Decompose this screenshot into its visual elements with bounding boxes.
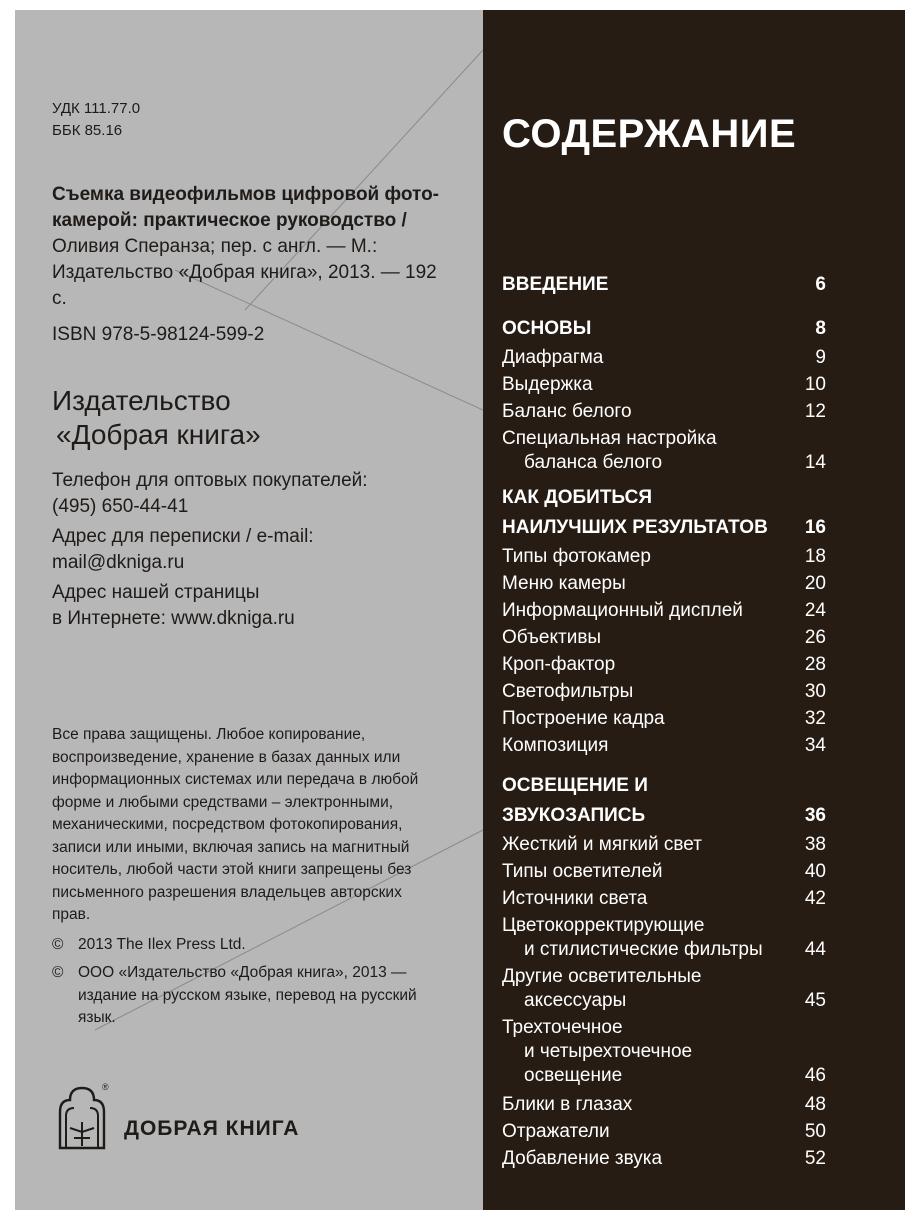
toc-section-title: ВВЕДЕНИЕ [502,274,609,295]
address-label: Адрес для переписки / e-mail: [52,526,314,547]
toc-page-number: 24 [804,600,826,621]
toc-item [502,1016,826,1088]
toc-item-label: Добавление звука [502,1148,663,1169]
bibliographic-record [52,182,452,312]
toc-page-number: 50 [804,1121,826,1142]
logo-text: ДОБРАЯ КНИГА [124,1117,300,1140]
web-label: Адрес нашей страницы [52,582,260,603]
toc-item-label: Баланс белого [502,401,632,422]
book-details: Оливия Сперанза; пер. с англ. — М.: Издательство «Добрая книга», 2013. — 192 с. [52,236,437,309]
phone-label: Телефон для оптовых покупателей: [52,470,368,491]
toc-page-number: 14 [804,452,826,473]
toc-item-label: Меню камеры [502,573,626,594]
toc-item [502,1091,826,1118]
toc-item [502,398,826,425]
toc-item [502,705,826,732]
contents-title: СОДЕРЖАНИЕ [502,112,797,156]
toc-item [502,570,826,597]
rights-notice: Все права защищены. Любое копирование, воспроизведение, хранение в базах данных или информационных системах или передача в любой форме и любыми средствами – электронными, механическими, посредством фотокопирования, записи или иными, включая запись на магнитный носитель, любой части этой книги запрещены без письменного разрешения владельцев авторских прав. [52,726,419,923]
book-tree-icon [52,1082,114,1152]
toc-item-label: Отражатели [502,1121,610,1142]
publisher-name-line: «Добрая книга» [56,419,261,450]
toc-item-label: Специальная настройка [502,428,717,449]
toc-page-number: 30 [804,681,826,702]
phone-number: (495) 650-44-41 [52,496,189,517]
toc-section [502,270,826,300]
udk-code: УДК 111.77.0 [52,100,141,117]
toc-page-number: 26 [804,627,826,648]
toc-item-label-cont: аксессуары [524,990,627,1011]
address-block [52,524,314,576]
toc-page-number: 8 [815,318,826,339]
toc-page-number: 9 [815,347,826,368]
imprint-page [15,10,483,1210]
toc-item [502,732,826,759]
toc-section-title-line: КАК ДОБИТЬСЯ [502,487,652,508]
toc-item-label: Кроп-фактор [502,654,616,675]
toc-item-label: Типы фотокамер [502,546,651,567]
toc-item-label-cont: и четырехточечное освещение [524,1041,693,1086]
toc-page-number: 45 [804,990,826,1011]
email-address: mail@dkniga.ru [52,552,185,573]
publisher-name [52,384,261,452]
toc-item [502,965,826,1013]
toc-item [502,914,826,962]
toc-item [502,651,826,678]
toc-item [502,858,826,885]
toc-section-title: ОСВЕЩЕНИЕ И ЗВУКОЗАПИСЬ [502,775,648,826]
publisher-name-line: Издательство [52,385,231,416]
toc-item-label: Жесткий и мягкий свет [502,834,702,855]
toc-item [502,885,826,912]
toc-item [502,1145,826,1172]
toc-item [502,344,826,371]
toc-item-label-cont: баланса белого [524,452,663,473]
toc-item-label-cont: и стилистические фильтры [524,939,763,960]
toc-page-number: 16 [804,517,826,538]
toc-page-number: 52 [804,1148,826,1169]
toc-page-number: 12 [804,401,826,422]
toc-page-number: 44 [804,939,826,960]
toc-item-label: Построение кадра [502,708,665,729]
bbk-code: ББК 85.16 [52,122,123,139]
toc-item-label: Объективы [502,627,602,648]
toc-item [502,831,826,858]
toc-item-label: Цветокорректирующие [502,915,705,936]
toc-section-title: ОСНОВЫ [502,318,592,339]
toc-page-number: 42 [804,888,826,909]
toc-item [502,1118,826,1145]
toc-item [502,597,826,624]
copyright-line [52,934,438,957]
contents-page [483,10,905,1210]
copyright-symbol: © [52,936,64,953]
copyright-line [52,962,438,1030]
book-title: Съемка видеофильмов цифровой фото-камерой: практическое руководство / [52,184,440,231]
toc-page-number: 46 [804,1065,826,1086]
toc-page-number: 18 [804,546,826,567]
copyright-symbol: © [52,964,64,981]
toc-page-number: 6 [815,274,826,295]
toc-page-number: 28 [804,654,826,675]
publisher-logo [52,1082,352,1152]
web-block [52,580,295,632]
toc-page-number: 36 [804,805,826,826]
toc-item-label: Трехточечное [502,1017,623,1038]
registered-mark: ® [102,1082,109,1092]
toc-item-label: Блики в глазах [502,1094,633,1115]
toc-section-title: НАИЛУЧШИХ РЕЗУЛЬТАТОВ [502,517,768,538]
toc-page-number: 40 [804,861,826,882]
toc-item-label: Светофильтры [502,681,634,702]
phone-block [52,468,368,520]
isbn: ISBN 978-5-98124-599-2 [52,324,265,345]
toc-item [502,371,826,398]
toc-item-label: Диафрагма [502,347,604,368]
classification-codes [52,98,140,142]
toc-page-number: 38 [804,834,826,855]
toc-section [502,483,826,543]
toc-item-label: Выдержка [502,374,593,395]
toc-item [502,678,826,705]
toc-item-label: Информационный дисплей [502,600,743,621]
toc-section [502,771,826,831]
toc-item [502,427,826,475]
web-address: в Интернете: www.dkniga.ru [52,608,295,629]
toc-page-number: 48 [804,1094,826,1115]
copyright-text: ООО «Издательство «Добрая книга», 2013 — издание на русском языке, перевод на русский язык. [78,964,417,1026]
book-spread [15,10,905,1210]
toc-item [502,624,826,651]
toc-item-label: Другие осветительные [502,966,702,987]
toc-page-number: 20 [804,573,826,594]
toc-page-number: 34 [804,735,826,756]
copyright-text: 2013 The Ilex Press Ltd. [78,936,246,953]
toc-page-number: 32 [804,708,826,729]
table-of-contents [502,270,826,1172]
toc-page-number: 10 [804,374,826,395]
toc-item-label: Композиция [502,735,609,756]
toc-section [502,314,826,344]
toc-item-label: Источники света [502,888,648,909]
toc-item-label: Типы осветителей [502,861,663,882]
toc-item [502,543,826,570]
